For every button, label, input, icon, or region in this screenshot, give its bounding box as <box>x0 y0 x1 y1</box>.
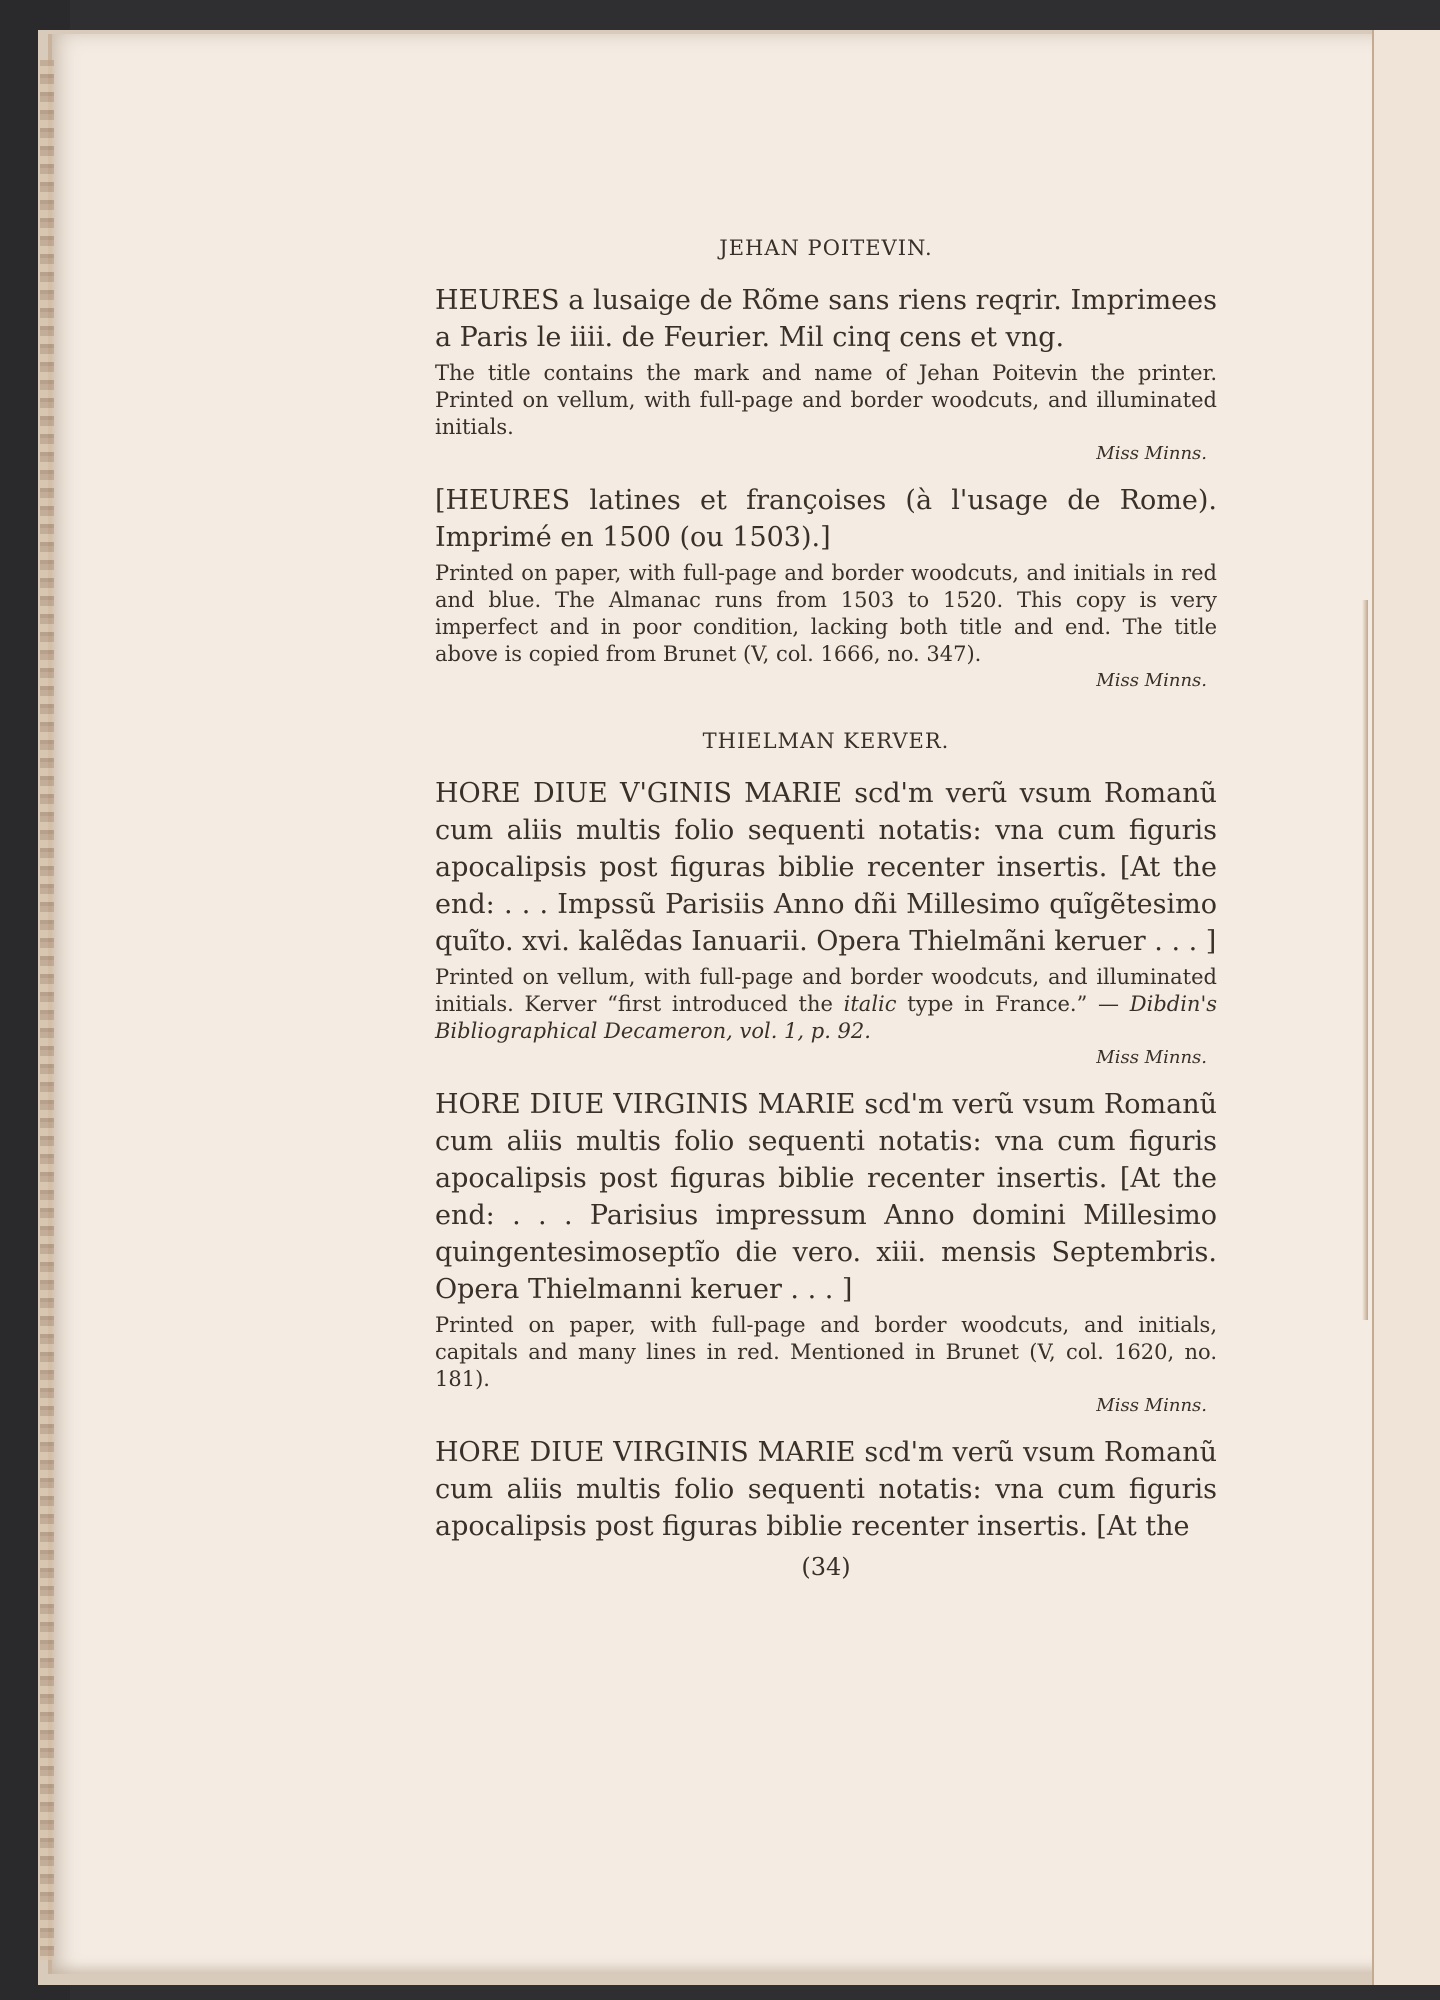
facing-page-shadow <box>1362 600 1368 1320</box>
section-heading-kerver: THIELMAN KERVER. <box>702 729 950 753</box>
provenance: Miss Minns. <box>1096 1047 1207 1068</box>
provenance: Miss Minns. <box>1096 443 1207 464</box>
entry-title: HORE DIUE VIRGINIS MARIE scd'm verũ vsum Romanũ cum aliis multis folio sequenti notatis: vna cum figuris apocalipsis post figuras biblie recenter insertis. [At the <box>435 1437 1217 1542</box>
entry-title: HORE DIUE V'GINIS MARIE scd'm verũ vsum Romanũ cum aliis multis folio sequenti notatis: vna cum figuris apocalipsis post figuras biblie recenter insertis. [At the end: . . . Impssũ Parisiis Anno dñi Millesimo quĩgẽtesimo quĩto. xvi. kalẽdas Ianuarii. Opera Thielmãni keruer . . . ] <box>435 778 1217 957</box>
page-content <box>435 236 1217 1581</box>
section-heading-poitevin: JEHAN POITEVIN. <box>719 236 933 260</box>
entry-note: Printed on paper, with full-page and border woodcuts, and initials, capitals and many lines in red. Mentioned in Brunet (V, col. 1620, no. 181). <box>435 1313 1217 1391</box>
provenance: Miss Minns. <box>1096 1395 1207 1416</box>
note-text: type in France.” — <box>896 992 1130 1016</box>
entry-note: Printed on paper, with full-page and border woodcuts, and initials in red and blue. The Almanac runs from 1503 to 1520. This copy is very imperfect and in poor condition, lacking both title and end. The title above is copied from Brunet (V, col. 1666, no. 347). <box>435 561 1217 666</box>
deckled-page-edge <box>40 60 54 1960</box>
note-source: Dibdin's Bibliographical Decameron, vol. 1, p. 92. <box>435 992 1218 1043</box>
entry-title: HEURES a lusaige de Rõme sans riens reqrir. Imprimees a Paris le iiii. de Feurier. Mil cinq cens et vng. <box>435 285 1217 353</box>
entry-note: The title contains the mark and name of Jehan Poitevin the printer. Printed on vellum, with full-page and border woodcuts, and illuminated initials. <box>435 361 1217 439</box>
spacer <box>435 709 1217 729</box>
provenance: Miss Minns. <box>1096 670 1207 691</box>
entry-title: HORE DIUE VIRGINIS MARIE scd'm verũ vsum Romanũ cum aliis multis folio sequenti notatis: vna cum figuris apocalipsis post figuras biblie recenter insertis. [At the end: . . . Parisius impressum Anno domini Millesimo quingentesimoseptĩo die vero. xiii. mensis Septembris. Opera Thielmanni keruer . . . ] <box>435 1089 1217 1305</box>
page-number: (34) <box>801 1553 851 1581</box>
entry-title: [HEURES latines et françoises (à l'usage de Rome). Imprimé en 1500 (ou 1503).] <box>435 485 1217 553</box>
note-italic: italic <box>843 992 897 1016</box>
entry-note <box>435 964 1217 1045</box>
note-text: Printed on vellum, with full-page and border woodcuts, and illuminated initials. Kerver “first introduced the <box>435 965 1217 1016</box>
facing-page-edge <box>1372 30 1440 1985</box>
